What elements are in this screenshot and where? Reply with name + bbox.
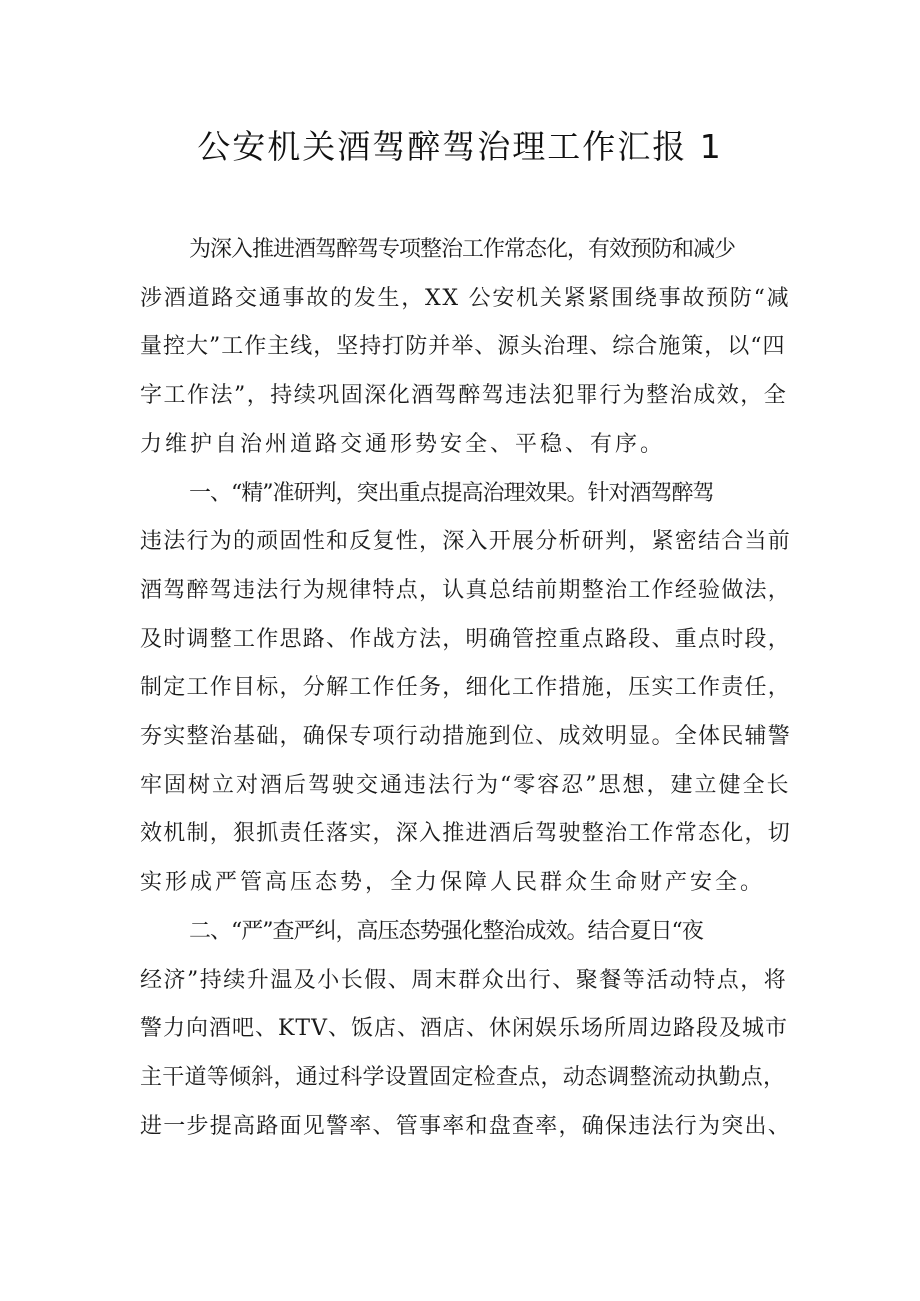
text-line: 为深入推进酒驾醉驾专项整治工作常态化，有效预防和减少 <box>189 237 736 262</box>
text-line: 效机制，狠抓责任落实，深入推进酒后驾驶整治工作常态化，切 <box>140 821 792 847</box>
text-line: 主干道等倾斜，通过科学设置固定检查点，动态调整流动执勤点， <box>140 1064 786 1090</box>
text-line: 牢固树立对酒后驾驶交通违法行为“零容忍”思想，建立健全长 <box>140 772 791 798</box>
text-line: 一、“精”准研判，突出重点提高治理效果。针对酒驾醉驾 <box>189 480 714 506</box>
paragraph-section-1 <box>140 470 790 908</box>
text-line: 及时调整工作思路、作战方法，明确管控重点路段、重点时段， <box>140 626 792 652</box>
paragraph-intro <box>140 226 790 470</box>
text-line: 量控大”工作主线，坚持打防并举、源头治理、综合施策，以“四 <box>140 334 786 360</box>
document-title: 公安机关酒驾醉驾治理工作汇报 1 <box>197 127 723 166</box>
text-line: 力维护自治州道路交通形势安全、平稳、有序。 <box>140 431 666 457</box>
text-line: 进一步提高路面见警率、管事率和盘查率，确保违法行为突出、 <box>140 1113 792 1139</box>
text-line: 实形成严管高压态势，全力保障人民群众生命财产安全。 <box>140 870 766 896</box>
paragraph-section-2 <box>140 908 790 1152</box>
text-line: 经济”持续升温及小长假、周末群众出行、聚餐等活动特点，将 <box>140 967 788 993</box>
text-line: 字工作法”，持续巩固深化酒驾醉驾违法犯罪行为整治成效，全 <box>140 383 788 409</box>
text-line: 二、“严”查严纠，高压态势强化整治成效。结合夏日“夜 <box>189 918 703 944</box>
text-line: 制定工作目标，分解工作任务，细化工作措施，压实工作责任， <box>140 675 792 701</box>
text-line: 涉酒道路交通事故的发生，XX 公安机关紧紧围绕事故预防“减 <box>140 285 791 311</box>
document-body <box>140 226 790 1151</box>
text-line: 警力向酒吧、KTV、饭店、酒店、休闲娱乐场所周边路段及城市 <box>140 1016 788 1042</box>
text-line: 夯实整治基础，确保专项行动措施到位、成效明显。全体民辅警 <box>140 724 792 750</box>
text-line: 酒驾醉驾违法行为规律特点，认真总结前期整治工作经验做法， <box>140 577 792 603</box>
text-line: 违法行为的顽固性和反复性，深入开展分析研判，紧密结合当前 <box>140 529 792 555</box>
